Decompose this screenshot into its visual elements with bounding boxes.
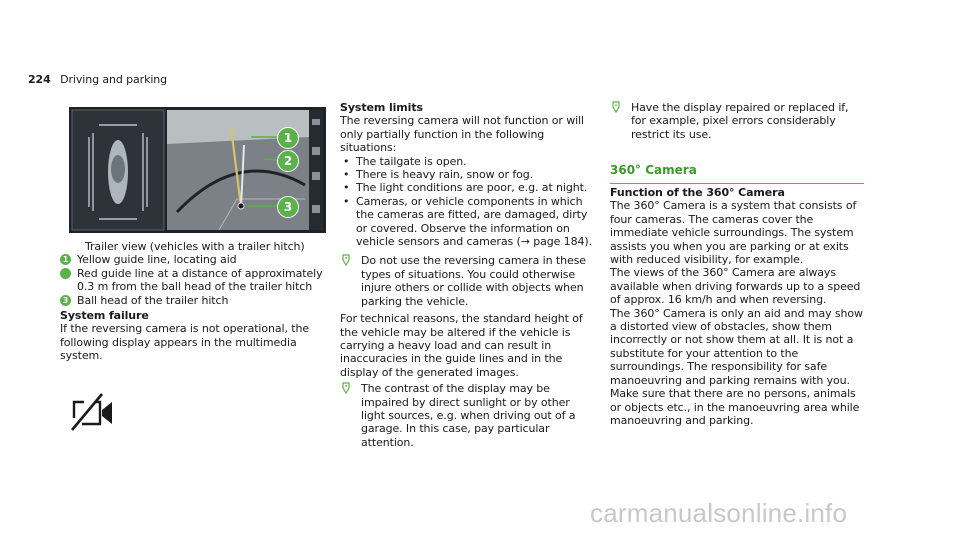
- trailer-view-image: [69, 107, 326, 233]
- callout-2-badge: 2: [277, 150, 299, 172]
- note-block: [610, 101, 864, 141]
- callout-text: Ball head of the trailer hitch: [77, 293, 229, 307]
- section-title-360-camera: 360° Camera: [610, 163, 864, 184]
- page-number: 224: [28, 73, 51, 86]
- info-note-icon: [340, 382, 352, 394]
- system-limits-column: [340, 101, 596, 449]
- callout-number: 1: [60, 254, 71, 265]
- note-text: The contrast of the display may be impaired by direct sunlight or by other light sources, e.g. when driving out of a garage. In this case, pay particular attention.: [361, 382, 576, 449]
- system-failure-heading: System failure: [60, 309, 149, 323]
- callout-item: [60, 294, 332, 307]
- system-limits-intro: The reversing camera will not function or will only partially function in the following situations:: [340, 114, 584, 155]
- watermark: carmanualsonline.info: [590, 498, 848, 528]
- chapter-title: Driving and parking: [60, 73, 168, 86]
- callout-text: Yellow guide line, locating aid: [77, 253, 237, 267]
- callout-3-badge: 3: [277, 196, 299, 218]
- camera-off-icon: [70, 390, 120, 432]
- callout-item: [60, 253, 332, 266]
- system-failure-body: If the reversing camera is not operational, the following display appears in the multimedia system.: [60, 322, 310, 363]
- list-item: • There is heavy rain, snow or fog.: [340, 168, 596, 181]
- camera360-paragraph-3: The 360° Camera is only an aid and may show a distorted view of obstacles, show them incorrectly or not show them at all. It is not a substitute for your attention to the surroundings. The responsibility for safe manoeuvring and parking remains with you. Make sure that there are no persons, animals or objects etc., in the manoeuvring area while manoeuvring and parking.: [610, 306, 863, 427]
- camera360-subheading: Function of the 360° Camera: [610, 186, 785, 199]
- callout-text: Red guide line at a distance of approximately 0.3 m from the ball head of the trailer hitch: [77, 266, 323, 294]
- camera360-paragraph-2: The views of the 360° Camera are always available when driving forwards up to a speed of approx. 16 km/h and when reversing.: [610, 266, 861, 307]
- info-note-icon: [340, 254, 352, 266]
- list-item: • The light conditions are poor, e.g. at night.: [340, 181, 596, 194]
- right-note-block: [610, 101, 864, 141]
- list-item: • The tailgate is open.: [340, 155, 596, 168]
- camera360-body: [610, 186, 864, 427]
- callout-number: 3: [60, 295, 71, 306]
- note-text: Have the display repaired or replaced if, for example, pixel errors considerably restrict its use.: [631, 101, 849, 141]
- figure-caption-block: [54, 240, 332, 363]
- page-header: [28, 73, 248, 86]
- callout-number: 2: [60, 268, 71, 279]
- callout-1-badge: 1: [277, 127, 299, 149]
- camera360-paragraph-1: The 360° Camera is a system that consists of four cameras. The cameras cover the immediate vehicle surroundings. The system assists you when you are parking or at exits with reduced visibility, for example.: [610, 199, 857, 267]
- note-block: [340, 254, 596, 308]
- note-text: Do not use the reversing camera in these types of situations. You could otherwise injure others or collide with objects when parking the vehicle.: [361, 254, 586, 308]
- note-block: [340, 382, 596, 449]
- info-note-icon: [610, 101, 622, 113]
- list-item: • Cameras, or vehicle components in which the cameras are fitted, are damaged, dirty or covered. Observe the information on vehicle sensors and cameras (→ page 184).: [340, 195, 596, 249]
- callout-item: [54, 266, 332, 294]
- height-paragraph: For technical reasons, the standard height of the vehicle may be altered if the vehicle is carrying a heavy load and can result in inaccuracies in the guide lines and in the display of the generated images.: [340, 312, 583, 379]
- system-limits-list: [340, 155, 596, 249]
- figure-caption: Trailer view (vehicles with a trailer hitch): [85, 240, 305, 253]
- system-limits-heading: System limits: [340, 101, 423, 114]
